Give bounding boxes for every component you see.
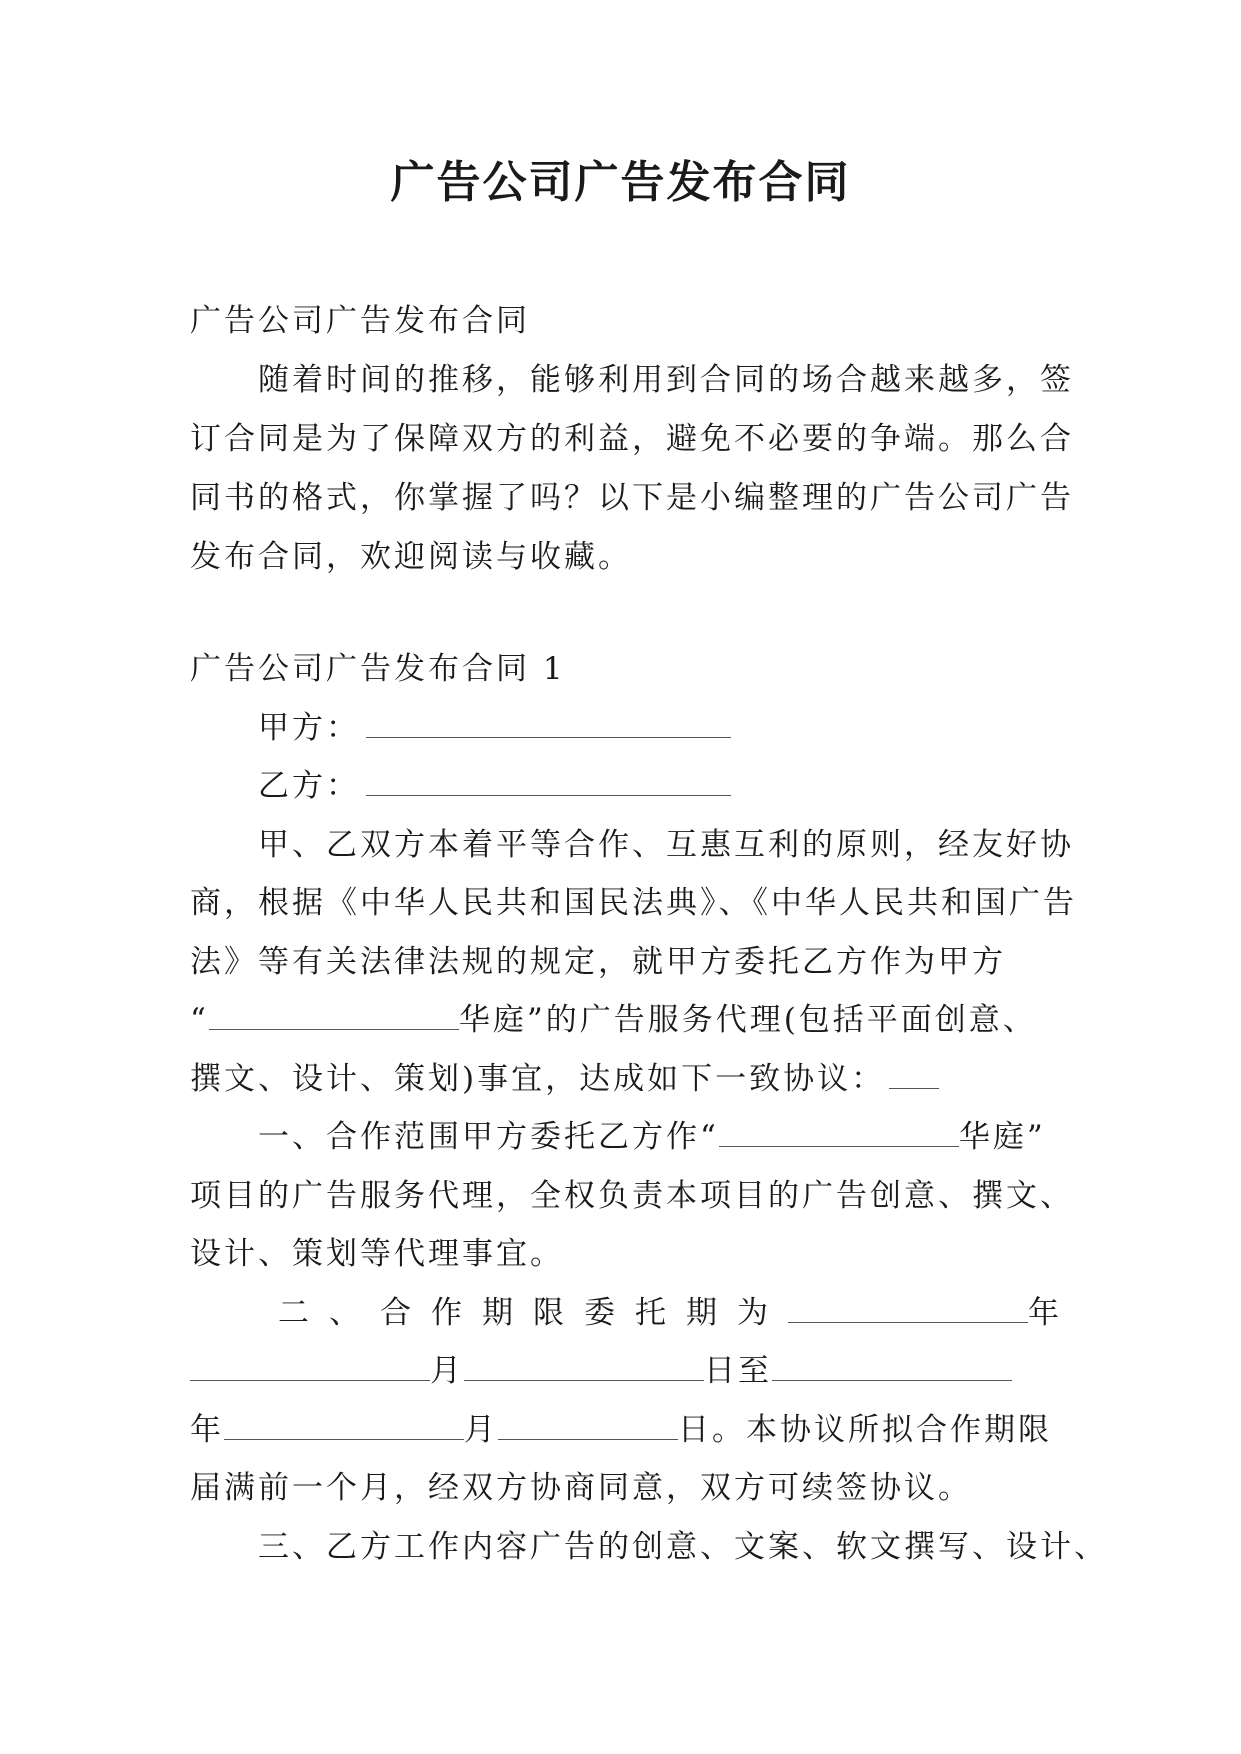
intro-line: 订合同是为了保障双方的利益，避免不必要的争端。那么合 — [190, 421, 1074, 457]
contract-section — [190, 640, 1108, 1576]
paragraph-line: 甲、乙双方本着平等合作、互惠互利的原则，经友好协 — [258, 826, 1074, 863]
paragraph-line: 法》等有关法律法规的规定，就甲方委托乙方作为甲方 — [190, 943, 1006, 980]
clause-fragment: 月 — [464, 1411, 498, 1448]
clause-1-line: 设计、策划等代理事宜。 — [190, 1236, 564, 1272]
clause-3-line: 三、乙方工作内容广告的创意、文案、软文撰写、设计、 — [258, 1528, 1108, 1565]
paragraph-line: 商，根据《中华人民共和国民法典》、《中华人民共和国广告 — [190, 885, 1077, 921]
project-name-blank — [209, 1003, 459, 1030]
clause-2-line: 届满前一个月，经双方协商同意，双方可续签协议。 — [190, 1470, 972, 1506]
clause-1-line — [190, 1108, 1070, 1167]
party-b-label: 乙方： — [258, 768, 360, 804]
date-blank — [190, 1354, 430, 1381]
clause-1-line: 项目的广告服务代理，全权负责本项目的广告创意、撰文、 — [190, 1177, 1074, 1214]
party-b-row — [190, 757, 1070, 816]
paragraph-line-with-blank — [190, 1050, 1070, 1109]
date-blank — [498, 1413, 678, 1440]
party-a-row — [190, 699, 1070, 758]
clause-fragment: 日。本协议所拟合作期限 — [678, 1411, 1052, 1448]
clause-2-line — [190, 1284, 1079, 1343]
clause-fragment: 华庭” — [958, 1119, 1046, 1155]
intro-section — [190, 292, 1074, 587]
date-blank — [224, 1413, 464, 1440]
paragraph-line-with-blank — [190, 991, 1070, 1050]
intro-line: 随着时间的推移，能够利用到合同的场合越来越多，签 — [258, 362, 1074, 398]
clause-fragment: 一、合作范围甲方委托乙方作“ — [258, 1119, 719, 1155]
project-name-blank — [719, 1120, 959, 1147]
document-title: 广告公司广告发布合同 — [390, 157, 851, 208]
clause-fragment: 月 — [430, 1353, 464, 1389]
party-b-blank — [366, 769, 731, 796]
party-a-label: 甲方： — [258, 709, 360, 746]
intro-heading: 广告公司广告发布合同 — [190, 303, 530, 339]
clause-fragment: 二、合作期限委托期为 — [278, 1294, 788, 1331]
clause-fragment: 年 — [190, 1411, 224, 1448]
clause-fragment: 年 — [1028, 1294, 1079, 1331]
party-a-blank — [366, 711, 731, 738]
intro-line: 发布合同，欢迎阅读与收藏。 — [190, 539, 632, 575]
clause-fragment: 日至 — [704, 1353, 772, 1389]
clause-2-line — [190, 1401, 1070, 1460]
agreement-blank — [889, 1062, 939, 1089]
date-blank — [464, 1354, 704, 1381]
clause-2-line — [190, 1342, 1070, 1401]
date-blank — [788, 1296, 1028, 1323]
paragraph-fragment: 华庭”的广告服务代理(包括平面创意、 — [458, 1002, 1037, 1038]
intro-line: 同书的格式，你掌握了吗？以下是小编整理的广告公司广告 — [190, 480, 1074, 516]
paragraph-fragment: 撰文、设计、策划)事宜，达成如下一致协议： — [190, 1060, 886, 1097]
date-blank — [772, 1354, 1012, 1381]
contract-heading: 广告公司广告发布合同 1 — [190, 651, 566, 687]
open-quote: “ — [190, 1002, 209, 1038]
